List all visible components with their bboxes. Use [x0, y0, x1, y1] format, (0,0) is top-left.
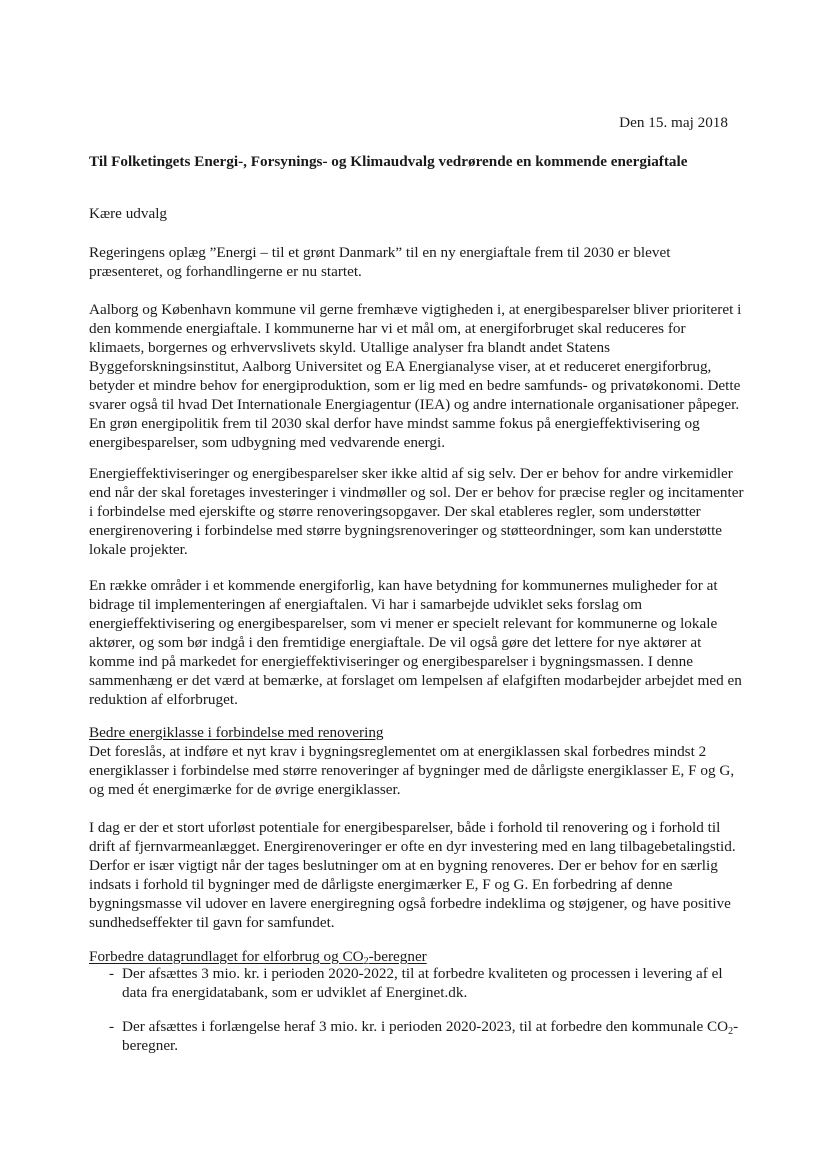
salutation: Kære udvalg — [89, 205, 168, 222]
paragraph-proposals: En række områder i et kommende energiforlig, kan have betydning for kommunernes muligheder for at bidrage til implementeringen af energiaftalen. Vi har i samarbejde udviklet seks forslag om energieffektivisering og energibesparelser, som vi mener er specielt relevant for kommunerne og lokale aktører, og som bør indgå i den fremtidige energiaftale. De vil også gøre det lettere for nye aktører at komme ind på markedet for energieffektiviseringer og energibesparelser i bygningsmassen. I denne sammenhæng er det værd at bemærke, at forslaget om lempelsen af elafgiften modarbejder arbejdet med en reduktion af elforbruget. — [89, 577, 742, 708]
proposal-list-2 — [89, 1017, 739, 1055]
list-item-text: Der afsættes i forlængelse heraf 3 mio. kr. i perioden 2020-2023, til at forbedre den kommunale CO — [122, 1018, 729, 1035]
paragraph-intro: Regeringens oplæg ”Energi – til et grønt Danmark” til en ny energiaftale frem til 2030 er blevet præsenteret, og forhandlingerne er nu startet. — [89, 244, 671, 280]
heading-subscript: 2 — [363, 956, 369, 967]
heading-text: Forbedre datagrundlaget for elforbrug og CO — [89, 948, 364, 965]
heading-text-end: -beregner — [368, 948, 427, 965]
bullet-dash: - — [109, 965, 115, 982]
list-item — [89, 964, 739, 1002]
paragraph-energy-class-rationale: I dag er der et stort uforløst potentiale for energibesparelser, både i forhold til renovering og i forhold til drift af fjernvarmeanlægget. Energirenoveringer er ofte en dyr investering med en lang tilbagebetalingstid. Derfor er især vigtigt når der tages beslutninger om at en bygning renoveres. Der er behov for en særlig indsats i forhold til bygninger med de dårligste energimærker E, F og G. En forbedring af denne bygningsmasse vil udover en lavere energiregning også forbedre indeklima og støjgener, og have positive sundhedseffekter til gavn for samfundet. — [89, 819, 736, 931]
paragraph-importance: Aalborg og København kommune vil gerne fremhæve vigtigheden i, at energibesparelser bliver prioriteret i den kommende energiaftale. I kommunerne har vi et mål om, at energiforbruget skal reduceres for klimaets, borgernes og erhvervslivets skyld. Utallige analyser fra blandt andet Statens Byggeforskningsinstitut, Aalborg Universitet og EA Energianalyse viser, at et reduceret energiforbrug, betyder et mindre behov for energiproduktion, som er lig med en bedre samfunds- og privatøkonomi. Dette svarer også til hvad Det Internationale Energiagentur (IEA) og andre internationale organisationer påpeger. En grøn energipolitik frem til 2030 skal derfor have mindst samme fokus på energieffektivisering og energibesparelser, som udbygning med vedvarende energi. — [89, 301, 742, 451]
letter-date: Den 15. maj 2018 — [619, 114, 728, 131]
paragraph-instruments: Energieffektiviseringer og energibesparelser sker ikke altid af sig selv. Der er behov for andre virkemidler end når der skal foretages investeringer i vindmøller og sol. Der er behov for præcise regler og incitamenter i forbindelse med ejerskifte og større renoveringsopgaver. Der skal etableres regler, som understøtter energirenovering i forbindelse med større bygningsrenoveringer og støtteordninger, som kan understøtte lokale projekter. — [89, 465, 744, 558]
list-item — [89, 1017, 739, 1055]
section-heading-energy-class: Bedre energiklasse i forbindelse med renovering — [89, 724, 384, 741]
bullet-dash: - — [109, 1018, 115, 1035]
list-item-text-end: -beregner. — [122, 1018, 739, 1054]
list-item-text: Der afsættes 3 mio. kr. i perioden 2020-2022, til at forbedre kvaliteten og processen i levering af el data fra energidatabank, som er udviklet af Energinet.dk. — [122, 965, 723, 1001]
letter-title: Til Folketingets Energi-, Forsynings- og Klimaudvalg vedrørende en kommende energiaftale — [89, 153, 688, 170]
paragraph-energy-class-proposal: Det foreslås, at indføre et nyt krav i bygningsreglementet om at energiklassen skal forbedres mindst 2 energiklasser i forbindelse med større renoveringer af bygninger med de dårligste energiklasser E, F og G, og med ét energimærke for de øvrige energiklasser. — [89, 743, 735, 798]
proposal-list — [89, 964, 739, 1002]
list-item-subscript: 2 — [728, 1026, 734, 1037]
